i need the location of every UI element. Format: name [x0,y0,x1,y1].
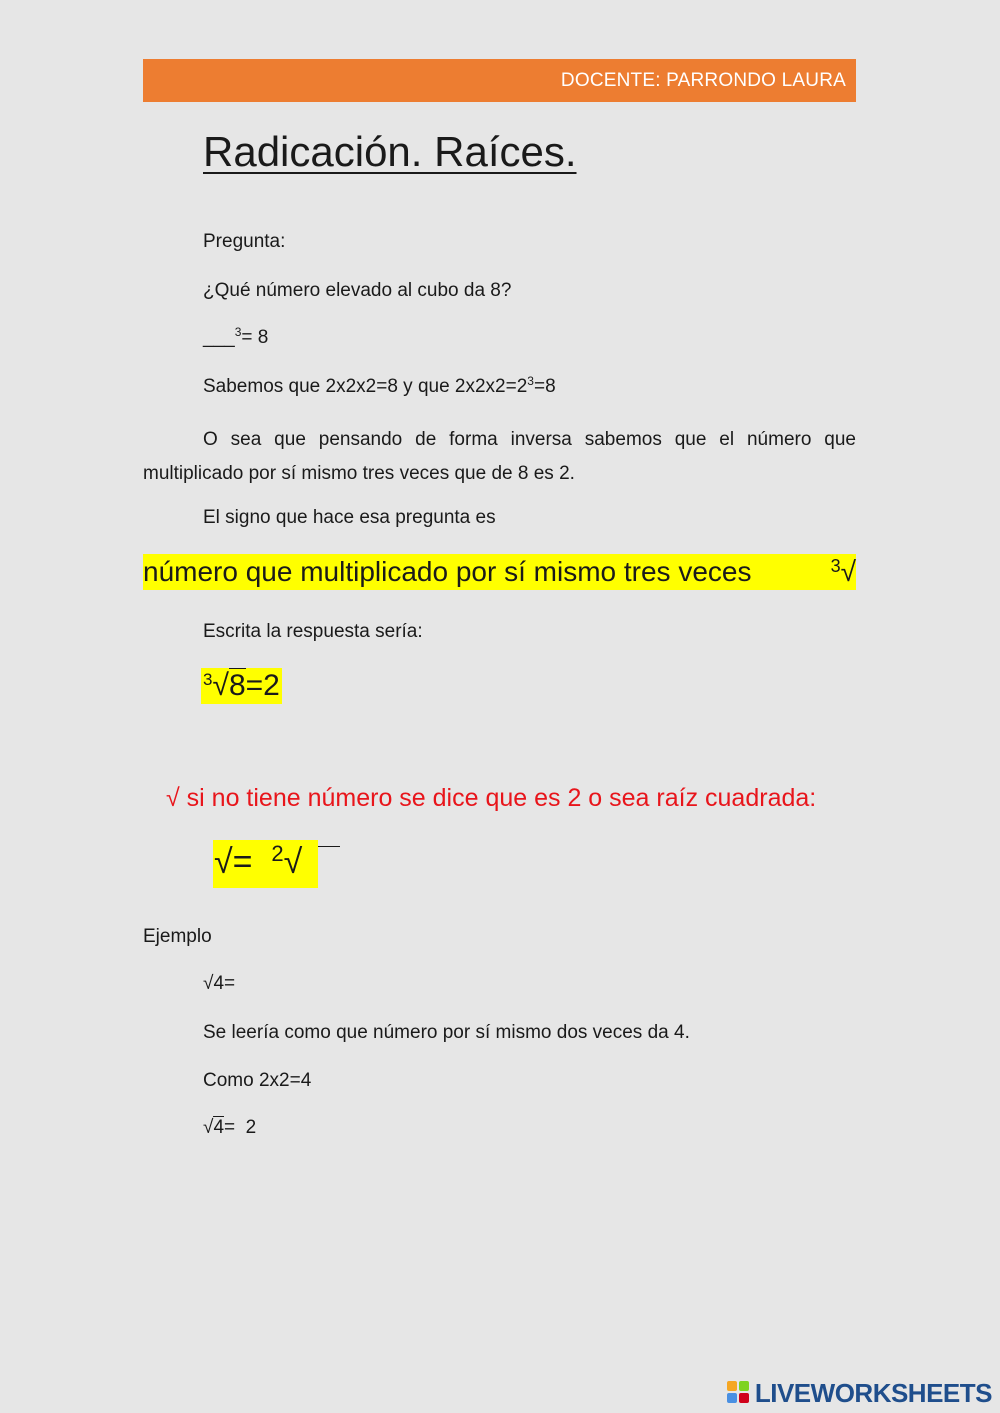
example-reading: Se leería como que número por sí mismo dos veces da 4. [203,1022,690,1043]
example-radicand: 4 [213,973,225,994]
band-text: número que multiplicado por sí mismo tres veces [143,556,752,587]
cube-root-symbol [831,555,856,592]
known-fact [203,375,556,400]
blank-exponent: 3 [234,325,242,339]
answer-blank: ___ [203,327,235,348]
page-title: Radicación. Raíces. [203,128,577,175]
header-bar [143,59,856,102]
example-label: Ejemplo [143,926,212,947]
example-expression [203,972,235,996]
example-como: Como 2x2=4 [203,1070,312,1091]
square-root-note: √ si no tiene número se dice que es 2 o sea raíz cuadrada: [166,784,817,812]
known-fact-text: Sabemos que 2x2x2=8 y que 2x2x2=2 [203,376,528,397]
example-equals: = [224,973,236,994]
sign-intro: El signo que hace esa pregunta es [203,507,496,528]
teacher-name: DOCENTE: PARRONDO LAURA [560,70,846,91]
square-root-equivalence [214,838,302,890]
radical-bar [318,846,340,847]
plain-root-equals: √= [214,843,253,881]
example-root-sign: √ [203,973,214,994]
liveworksheets-logo-icon [727,1381,751,1405]
question-blank-equation [203,326,268,351]
answer-equation [201,668,282,704]
question-label: Pregunta: [203,231,286,252]
result-value: = 2 [224,1117,257,1138]
answer-root-sign: √ [212,669,229,702]
inverse-explanation: O sea que pensando de forma inversa sabemos que el número que multiplicado por sí mismo tres veces que de 8 es 2. [143,429,856,484]
result-root-sign: √ [203,1117,214,1138]
known-fact-result: =8 [533,376,556,397]
answer-intro: Escrita la respuesta sería: [203,621,423,642]
square-root-index: 2 [271,841,284,866]
liveworksheets-logo [727,1378,992,1408]
known-fact-exponent: 3 [527,374,534,388]
result-radicand: 4 [213,1117,225,1138]
root-sign: √ [840,556,856,587]
example-result [203,1116,256,1140]
answer-result: =2 [245,669,280,702]
cube-root-index: 3 [830,556,841,576]
answer-radicand: 8 [228,669,246,702]
blank-equals: = 8 [241,327,269,348]
highlight-band [143,554,856,590]
answer-root-index: 3 [203,670,213,689]
question-text: ¿Qué número elevado al cubo da 8? [203,280,512,301]
liveworksheets-logo-text: LIVEWORKSHEETS [754,1377,992,1408]
square-root-sign: √ [283,843,303,881]
